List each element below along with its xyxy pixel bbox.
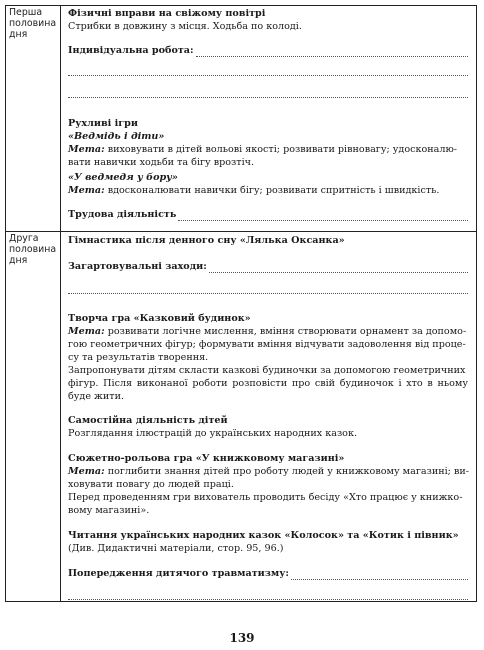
blank-line xyxy=(68,293,468,294)
individual-work-field xyxy=(68,44,468,57)
creative-goal-line3: су та результатів творення. xyxy=(68,352,209,363)
blank-line xyxy=(68,75,468,76)
page-number: 139 xyxy=(229,631,255,645)
roleplay-text-line2: вому магазині». xyxy=(68,505,150,516)
column-divider xyxy=(60,6,61,601)
injury-prevention-label: Попередження дитячого травматизму: xyxy=(68,568,289,579)
game1-title: «Ведмідь і діти» xyxy=(68,131,165,142)
independent-activity-text: Розглядання ілюстрацій до українських народних казок. xyxy=(68,428,357,439)
row-label-second-half: Друга половина дня xyxy=(9,233,57,266)
reading-reference: (Див. Дидактичні матеріали, стор. 95, 96.) xyxy=(68,543,284,554)
game2-title: «У ведмедя у бору» xyxy=(68,172,178,183)
game1-goal-line1: Мета: виховувати в дітей вольові якості; розвивати рівновагу; удосконалю- xyxy=(68,144,458,155)
labor-activity-label: Трудова діяльність xyxy=(68,209,177,220)
injury-prevention-field xyxy=(68,567,468,580)
goal-label: Мета: xyxy=(68,144,105,155)
reading-title: Читання українських народних казок «Колосок» та «Котик і півник» xyxy=(68,530,459,541)
outdoor-exercise-text: Стрибки в довжину з місця. Ходьба по колоді. xyxy=(68,21,302,32)
creative-game-title: Творча гра «Казковий будинок» xyxy=(68,313,251,324)
goal-label: Мета: xyxy=(68,326,105,337)
goal-label: Мета: xyxy=(68,185,105,196)
row-divider xyxy=(6,231,476,232)
hardening-label: Загартовувальні заходи: xyxy=(68,261,207,272)
hardening-field xyxy=(68,260,468,273)
outdoor-exercise-title: Фізичні вправи на свіжому повітрі xyxy=(68,8,266,19)
goal-label: Мета: xyxy=(68,466,105,477)
game1-goal-line2: вати навички ходьби та бігу врозтіч. xyxy=(68,157,255,168)
game2-goal: Мета: вдосконалювати навички бігу; розвивати спритність і швидкість. xyxy=(68,185,440,196)
creative-goal-line2: гою геометричних фігур; формувати вміння відчувати задоволення від проце- xyxy=(68,339,466,350)
row-label-first-half: Перша половина дня xyxy=(9,7,57,40)
creative-text-line3: буде жити. xyxy=(68,391,125,402)
blank-line xyxy=(68,599,468,600)
creative-text-line1: Запропонувати дітям скласти казкові будиночки за допомогою геометричних xyxy=(68,365,466,376)
roleplay-text-line1: Перед проведенням гри вихователь проводить бесіду «Хто працює у книжко- xyxy=(68,492,463,503)
creative-text-line2: фігур. Після виконаної роботи розповісти про свій будиночок і хто в ньому xyxy=(68,378,468,389)
roleplay-goal-line1: Мета: поглибити знання дітей про роботу людей у книжковому магазині; ви- xyxy=(68,466,469,477)
creative-goal-line1: Мета: розвивати логічне мислення, вміння створювати орнамент за допомо- xyxy=(68,326,467,337)
roleplay-goal-line2: ховувати повагу до людей праці. xyxy=(68,479,234,490)
individual-work-label: Індивідуальна робота: xyxy=(68,45,194,56)
blank-line xyxy=(68,97,468,98)
labor-activity-field xyxy=(68,208,468,221)
gymnastics-title: Гімнастика після денного сну «Лялька Оксанка» xyxy=(68,235,345,246)
plan-table xyxy=(5,5,477,602)
roleplay-title: Сюжетно-рольова гра «У книжковому магазині» xyxy=(68,453,345,464)
independent-activity-title: Самостійна діяльність дітей xyxy=(68,415,228,426)
mobile-games-title: Рухливі ігри xyxy=(68,118,138,129)
